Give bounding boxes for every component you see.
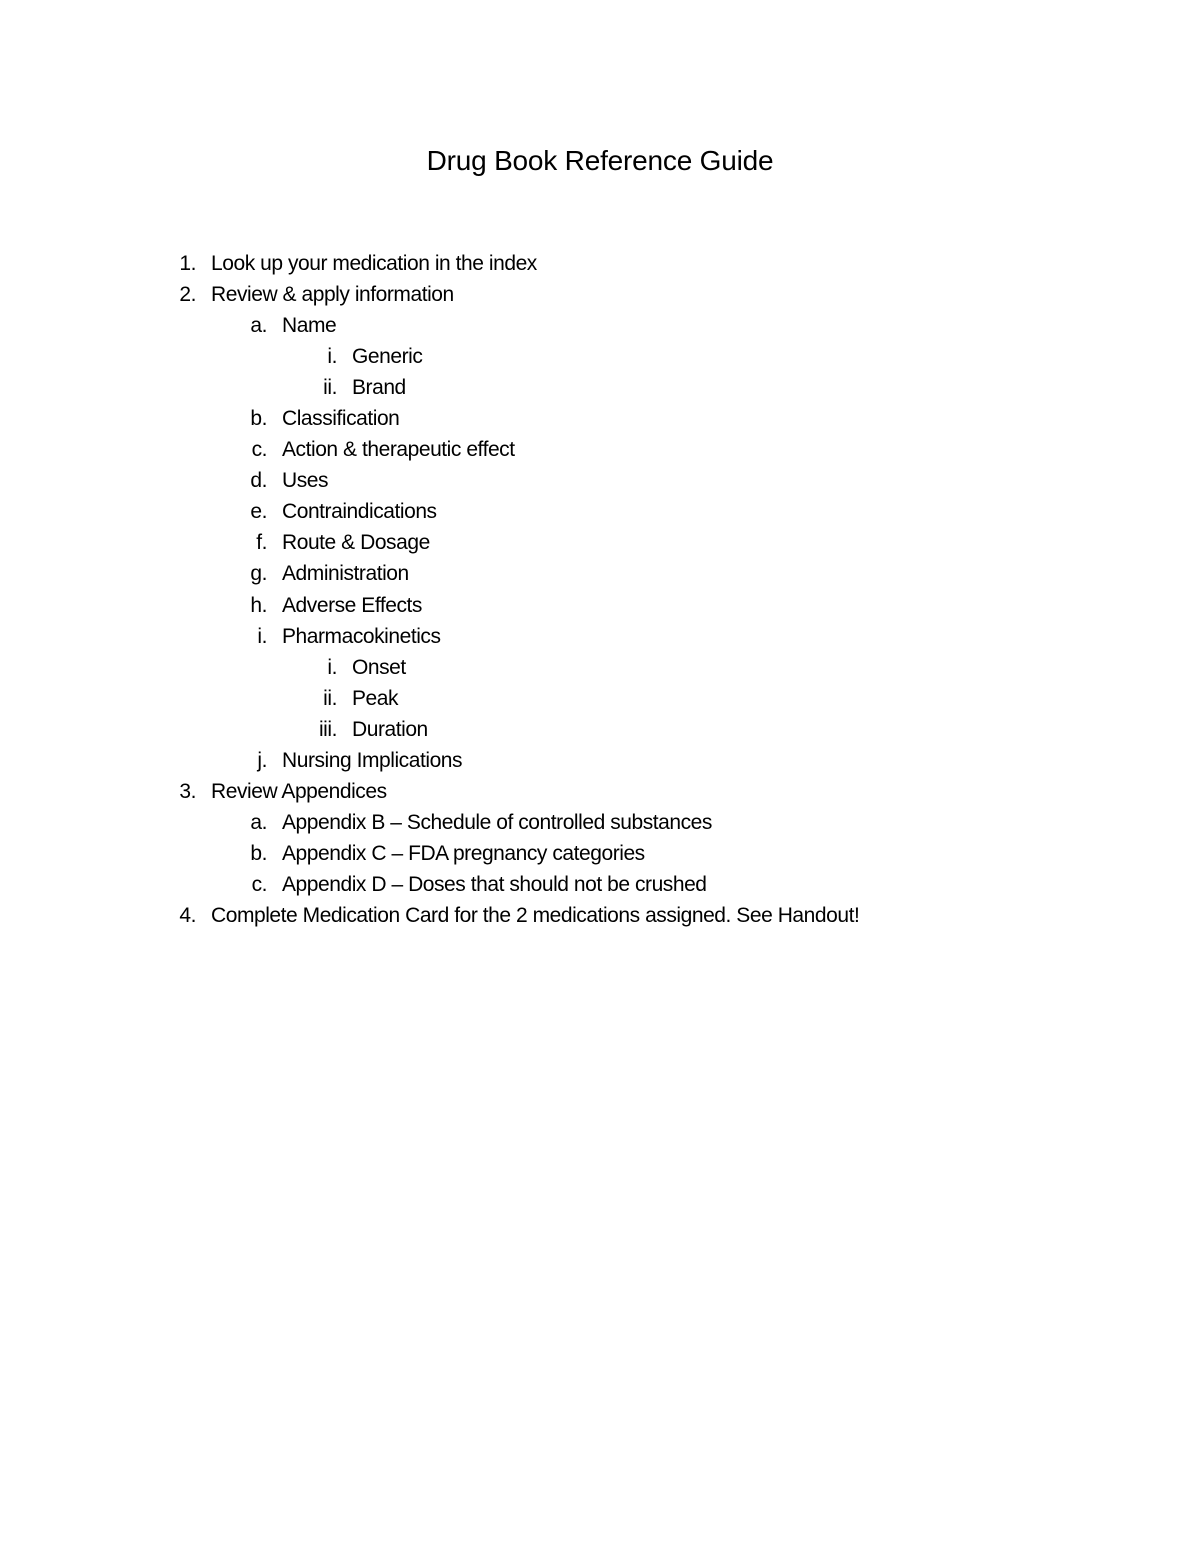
list-item-text: Adverse Effects [282, 593, 422, 617]
list-marker: d. [250, 469, 267, 493]
list-item [0, 807, 1200, 838]
list-marker: i. [257, 624, 267, 648]
outline-list [0, 248, 1200, 931]
list-item [0, 558, 1200, 589]
list-item-text: Pharmacokinetics [282, 624, 441, 648]
list-item-text: Name [282, 314, 337, 338]
list-item-text: Appendix D – Doses that should not be crushed [282, 872, 707, 896]
list-marker: b. [250, 407, 267, 431]
list-item-text: Review & apply information [211, 283, 454, 307]
list-marker: h. [250, 593, 267, 617]
list-item [0, 683, 1200, 714]
list-item-text: Administration [282, 562, 409, 586]
list-marker: a. [250, 810, 267, 834]
list-item-text: Generic [352, 345, 423, 369]
list-item [0, 776, 1200, 807]
list-marker: i. [327, 655, 337, 679]
list-item-text: Onset [352, 655, 406, 679]
list-item [0, 652, 1200, 683]
list-item-text: Duration [352, 717, 428, 741]
list-item [0, 279, 1200, 310]
list-marker: iii. [318, 717, 337, 741]
list-marker: 4. [179, 903, 196, 927]
list-marker: ii. [323, 686, 337, 710]
list-item [0, 621, 1200, 652]
list-marker: 1. [179, 252, 196, 275]
list-marker: i. [327, 345, 337, 369]
list-item [0, 869, 1200, 900]
list-item-text: Nursing Implications [282, 748, 463, 772]
list-item [0, 372, 1200, 403]
list-marker: b. [250, 841, 267, 865]
list-item [0, 248, 1200, 279]
list-marker: a. [250, 314, 267, 338]
list-item [0, 714, 1200, 745]
list-item [0, 527, 1200, 558]
list-item [0, 838, 1200, 869]
list-marker: g. [250, 562, 267, 586]
list-item [0, 341, 1200, 372]
list-marker: 3. [179, 779, 196, 803]
list-item-text: Peak [352, 686, 399, 710]
list-marker: 2. [179, 283, 196, 307]
list-item [0, 496, 1200, 527]
list-item [0, 310, 1200, 341]
list-item-text: Classification [282, 407, 400, 431]
list-item [0, 403, 1200, 434]
list-item [0, 465, 1200, 496]
list-item-text: Action & therapeutic effect [282, 438, 515, 462]
list-marker: c. [251, 438, 267, 462]
list-item-text: Review Appendices [211, 779, 387, 803]
list-item-text: Contraindications [282, 500, 437, 524]
list-item [0, 745, 1200, 776]
list-item [0, 434, 1200, 465]
list-item-text: Complete Medication Card for the 2 medications assigned. See Handout! [211, 903, 860, 927]
page-title: Drug Book Reference Guide [426, 145, 774, 176]
list-item-text: Appendix B – Schedule of controlled substances [282, 810, 712, 834]
list-marker: c. [251, 872, 267, 896]
list-item-text: Appendix C – FDA pregnancy categories [282, 841, 645, 865]
list-item-text: Uses [282, 469, 329, 493]
list-item-text: Route & Dosage [282, 531, 430, 555]
list-marker: e. [250, 500, 267, 524]
list-item-text: Look up your medication in the index [211, 252, 537, 275]
list-item-text: Brand [352, 376, 406, 400]
list-item [0, 900, 1200, 931]
list-marker: j. [257, 748, 267, 772]
list-marker: ii. [323, 376, 337, 400]
list-item [0, 590, 1200, 621]
list-marker: f. [256, 531, 267, 555]
